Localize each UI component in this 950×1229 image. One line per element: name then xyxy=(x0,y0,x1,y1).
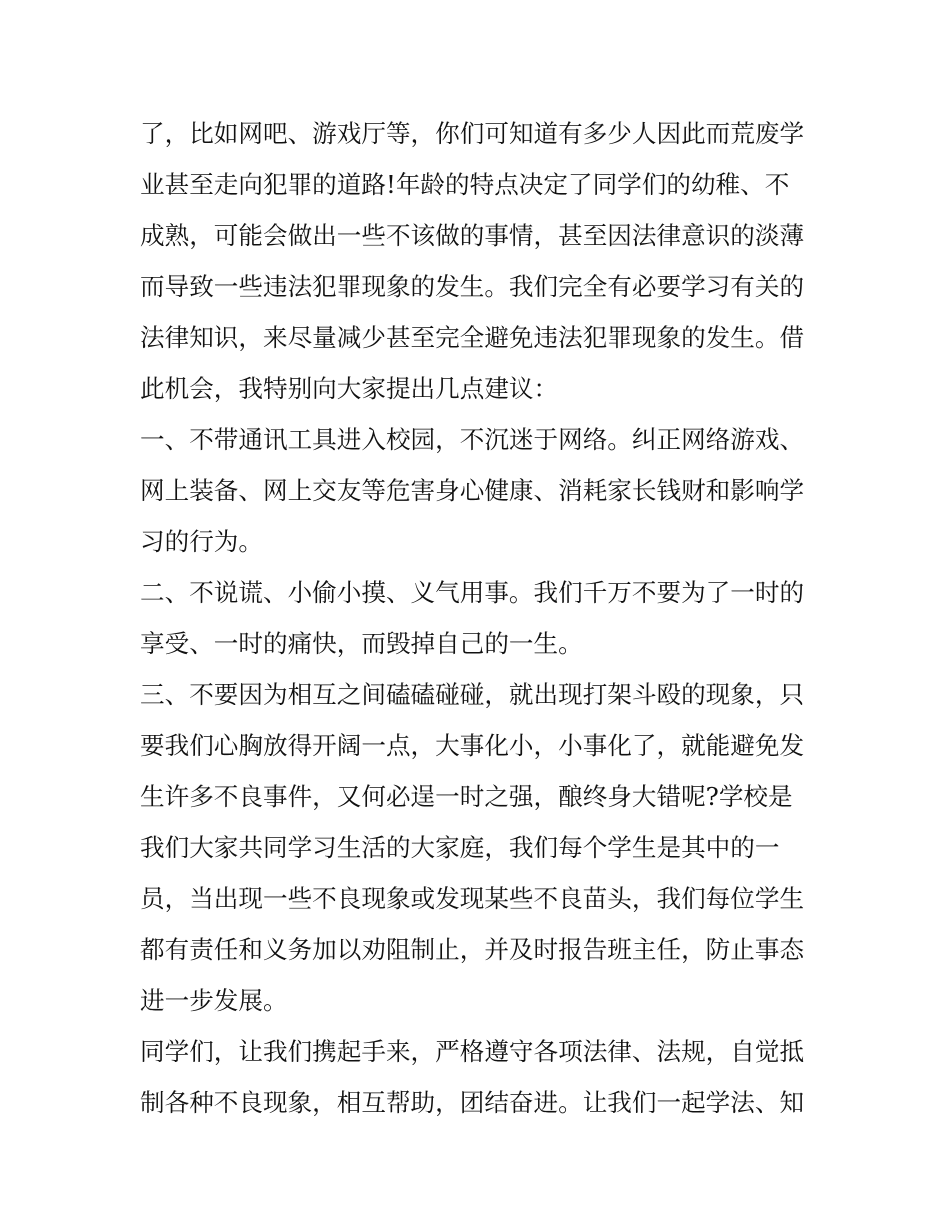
text-line: 成熟，可能会做出一些不该做的事情，甚至因法律意识的淡薄 xyxy=(140,221,805,250)
text-line: 二、不说谎、小偷小摸、义气用事。我们千万不要为了一时的 xyxy=(140,578,805,607)
text-line: 了，比如网吧、游戏厅等，你们可知道有多少人因此而荒废学 xyxy=(140,119,805,148)
text-line: 此机会，我特别向大家提出几点建议： xyxy=(140,374,559,403)
text-line: 三、不要因为相互之间磕磕碰碰，就出现打架斗殴的现象，只 xyxy=(140,680,805,709)
text-line: 生许多不良事件，又何必逞一时之强，酿终身大错呢?学校是 xyxy=(140,782,793,811)
document-body xyxy=(140,108,820,1128)
text-line: 员，当出现一些不良现象或发现某些不良苗头，我们每位学生 xyxy=(140,884,805,913)
text-line: 要我们心胸放得开阔一点，大事化小，小事化了，就能避免发 xyxy=(140,731,805,760)
text-line: 同学们，让我们携起手来，严格遵守各项法律、法规，自觉抵 xyxy=(140,1037,805,1066)
text-line: 享受、一时的痛快，而毁掉自己的一生。 xyxy=(140,629,583,658)
text-line: 都有责任和义务加以劝阻制止，并及时报告班主任，防止事态 xyxy=(140,935,805,964)
text-line: 而导致一些违法犯罪现象的发生。我们完全有必要学习有关的 xyxy=(140,272,805,301)
text-line: 习的行为。 xyxy=(140,527,263,556)
text-line: 业甚至走向犯罪的道路!年龄的特点决定了同学们的幼稚、不 xyxy=(140,170,790,199)
text-line: 我们大家共同学习生活的大家庭，我们每个学生是其中的一 xyxy=(140,833,780,862)
text-line: 一、不带通讯工具进入校园，不沉迷于网络。纠正网络游戏、 xyxy=(140,425,805,454)
text-line: 网上装备、网上交友等危害身心健康、消耗家长钱财和影响学 xyxy=(140,476,805,505)
text-line: 法律知识，来尽量减少甚至完全避免违法犯罪现象的发生。借 xyxy=(140,323,805,352)
text-line: 进一步发展。 xyxy=(140,986,288,1015)
text-line: 制各种不良现象，相互帮助，团结奋进。让我们一起学法、知 xyxy=(140,1088,805,1117)
